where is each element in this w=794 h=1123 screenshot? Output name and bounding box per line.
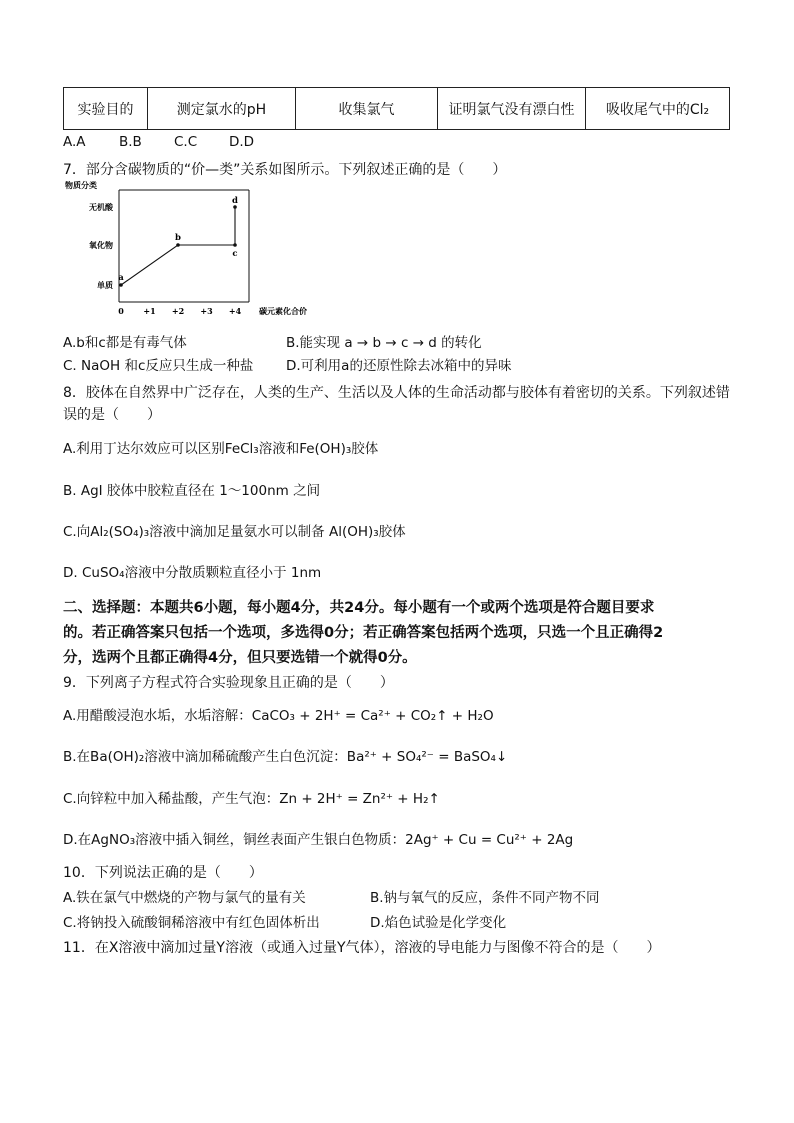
valence-class-chart (63, 180, 313, 320)
q6-option-b: B.B (119, 134, 142, 150)
section2-line2: 的。若正确答案只包括一个选项，多选得0分；若正确答案包括两个选项，只选一个且正确得2 (63, 625, 664, 641)
q9-option-b: B.在Ba(OH)₂溶液中滴加稀硫酸产生白色沉淀：Ba²⁺ + SO₄²⁻ = BaSO₄↓ (63, 749, 508, 765)
data-point-c (233, 243, 237, 247)
y-axis-label: 物质分类 (65, 180, 97, 190)
data-label-a: a (118, 273, 124, 283)
table-cell: 吸收尾气中的Cl₂ (586, 88, 730, 130)
q9-option-a: A.用醋酸浸泡水垢，水垢溶解：CaCO₃ + 2H⁺ = Ca²⁺ + CO₂↑ + H₂O (63, 708, 494, 724)
q9-option-d: D.在AgNO₃溶液中插入铜丝，铜丝表面产生银白色物质：2Ag⁺ + Cu = Cu²⁺ + 2Ag (63, 832, 574, 848)
section2-line3: 分，选两个且都正确得4分，但只要选错一个就得0分。 (63, 650, 417, 666)
data-point-a (119, 283, 123, 287)
data-label-c: c (232, 249, 238, 259)
x-tick-label: +3 (200, 306, 213, 316)
data-label-d: d (232, 196, 238, 206)
x-tick-label: +1 (143, 306, 156, 316)
q10-stem: 10．下列说法正确的是（ ） (63, 865, 263, 881)
q7-option-b: B.能实现 a → b → c → d 的转化 (286, 335, 482, 351)
q8-option-c: C.向Al₂(SO₄)₃溶液中滴加足量氨水可以制备 Al(OH)₃胶体 (63, 524, 406, 540)
q10-option-c: C.将钠投入硫酸铜稀溶液中有红色固体析出 (63, 915, 320, 931)
x-tick-label: 0 (118, 306, 124, 316)
q10-option-d: D.焰色试验是化学变化 (370, 915, 507, 931)
q8-option-a: A.利用丁达尔效应可以区别FeCl₃溶液和Fe(OH)₃胶体 (63, 441, 379, 457)
table-cell: 实验目的 (64, 88, 148, 130)
q6-option-c: C.C (174, 134, 198, 150)
q9-option-c: C.向锌粒中加入稀盐酸，产生气泡：Zn + 2H⁺ = Zn²⁺ + H₂↑ (63, 791, 440, 807)
table-cell: 证明氯气没有漂白性 (438, 88, 586, 130)
x-axis-label: 碳元素化合价 (259, 306, 307, 316)
q8-option-d: D. CuSO₄溶液中分散质颗粒直径小于 1nm (63, 565, 322, 581)
section2-line1: 二、选择题：本题共6小题，每小题4分，共24分。每小题有一个或两个选项是符合题目要求 (63, 600, 655, 616)
q7-stem: 7．部分含碳物质的“价—类”关系如图所示。下列叙述正确的是（ ） (63, 162, 507, 178)
y-tick-label: 无机酸 (89, 202, 113, 212)
experiment-table (63, 87, 730, 130)
q6-option-a: A.A (63, 134, 86, 150)
x-tick-label: +2 (171, 306, 185, 316)
x-tick-label: +4 (228, 306, 242, 316)
table-cell: 收集氯气 (296, 88, 438, 130)
q10-option-a: A.铁在氯气中燃烧的产物与氯气的量有关 (63, 890, 306, 906)
y-tick-label: 单质 (97, 280, 113, 290)
q7-option-d: D.可利用a的还原性除去冰箱中的异味 (286, 358, 512, 374)
table-cell: 测定氯水的pH (148, 88, 296, 130)
q10-option-b: B.钠与氧气的反应，条件不同产物不同 (370, 890, 600, 906)
q9-stem: 9．下列离子方程式符合实验现象且正确的是（ ） (63, 675, 394, 691)
q11-stem: 11．在X溶液中滴加过量Y溶液（或通入过量Y气体），溶液的导电能力与图像不符合的是（ ） (63, 940, 661, 956)
q8-stem-line1: 8．胶体在自然界中广泛存在，人类的生产、生活以及人体的生命活动都与胶体有着密切的关系。下列叙述错 (63, 385, 730, 401)
q8-stem-line2: 误的是（ ） (63, 407, 161, 423)
q8-option-b: B. AgI 胶体中胶粒直径在 1～100nm 之间 (63, 483, 321, 499)
q7-option-a: A.b和c都是有毒气体 (63, 335, 187, 351)
y-tick-label: 氧化物 (89, 240, 113, 250)
table-row (64, 88, 730, 130)
data-point-b (176, 243, 180, 247)
q7-option-c: C. NaOH 和c反应只生成一种盐 (63, 358, 254, 374)
data-label-b: b (175, 233, 181, 243)
q6-option-d: D.D (229, 134, 255, 150)
